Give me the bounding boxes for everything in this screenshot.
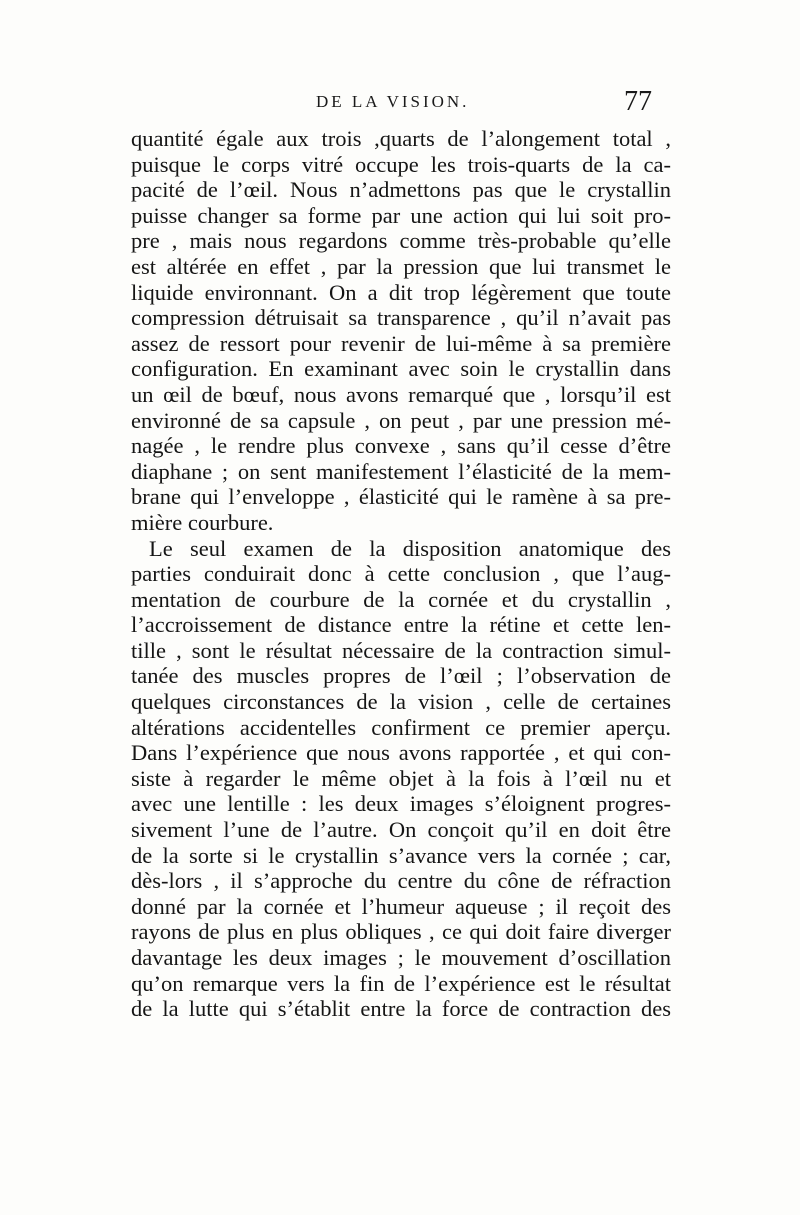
text-line: l’accroissement de distance entre la rétine et cette len- bbox=[131, 612, 671, 638]
text-line: de la sorte si le crystallin s’avance vers la cornée ; car, bbox=[131, 842, 671, 868]
text-line: liquide environnant. On a dit trop légèrement que toute bbox=[131, 279, 671, 305]
text-line: dès-lors , il s’approche du centre du cône de réfraction bbox=[131, 868, 671, 894]
text-line: de la lutte qui s’établit entre la force de contraction des bbox=[131, 996, 671, 1022]
text-line: davantage les deux images ; le mouvement d’oscillation bbox=[131, 945, 671, 970]
text-line: nagée , le rendre plus convexe , sans qu’il cesse d’être bbox=[131, 433, 671, 459]
text-line: sivement l’une de l’autre. On conçoit qu’il en doit être bbox=[131, 817, 671, 843]
text-line: siste à regarder le même objet à la fois à l’œil nu et bbox=[131, 765, 671, 791]
text-line: puisque le corps vitré occupe les trois-quarts de la ca- bbox=[131, 151, 671, 177]
paragraph-1 bbox=[131, 126, 671, 536]
page-number: 77 bbox=[624, 86, 652, 117]
text-line: quelques circonstances de la vision , celle de certaines bbox=[131, 689, 671, 715]
text-line: rayons de plus en plus obliques , ce qui doit faire diverger bbox=[131, 919, 671, 945]
text-line: pacité de l’œil. Nous n’admettons pas que le crystallin bbox=[131, 177, 671, 203]
text-line: mentation de courbure de la cornée et du crystallin , bbox=[131, 586, 671, 612]
text-line: configuration. En examinant avec soin le crystallin dans bbox=[131, 356, 671, 382]
text-line: assez de ressort pour revenir de lui-même à sa première bbox=[131, 330, 671, 356]
text-line: un œil de bœuf, nous avons remarqué que , lorsqu’il est bbox=[131, 381, 671, 407]
text-line: tanée des muscles propres de l’œil ; l’observation de bbox=[131, 663, 671, 689]
body-text bbox=[131, 126, 671, 1022]
text-line: pre , mais nous regardons comme très-probable qu’elle bbox=[131, 228, 671, 254]
text-line: diaphane ; on sent manifestement l’élasticité de la mem- bbox=[131, 458, 671, 484]
text-line: est altérée en effet , par la pression que lui transmet le bbox=[131, 253, 671, 279]
text-line: mière courbure. bbox=[131, 509, 274, 535]
text-line: environné de sa capsule , on peut , par une pression mé- bbox=[131, 407, 671, 433]
text-line: tille , sont le résultat nécessaire de la contraction simul- bbox=[131, 637, 671, 663]
text-line: quantité égale aux trois ,quarts de l’alongement total , bbox=[131, 126, 671, 151]
text-line: altérations accidentelles confirment ce premier aperçu. bbox=[131, 714, 671, 740]
text-line: qu’on remarque vers la fin de l’expérience est le résultat bbox=[131, 970, 671, 996]
running-title: DE LA VISION. bbox=[316, 92, 470, 111]
text-line: Le seul examen de la disposition anatomique des bbox=[149, 535, 671, 561]
text-line: Dans l’expérience que nous avons rapportée , et qui con- bbox=[131, 740, 671, 766]
text-line: avec une lentille : les deux images s’éloignent progres- bbox=[131, 791, 671, 817]
text-line: compression détruisait sa transparence , qu’il n’avait pas bbox=[131, 305, 671, 331]
text-line: donné par la cornée et l’humeur aqueuse ; il reçoit des bbox=[131, 893, 671, 919]
text-line: puisse changer sa forme par une action qui lui soit pro- bbox=[131, 202, 671, 228]
text-line: brane qui l’enveloppe , élasticité qui le ramène à sa pre- bbox=[131, 484, 671, 510]
text-line: parties conduirait donc à cette conclusion , que l’aug- bbox=[131, 561, 671, 587]
paragraph-2 bbox=[131, 536, 671, 1022]
